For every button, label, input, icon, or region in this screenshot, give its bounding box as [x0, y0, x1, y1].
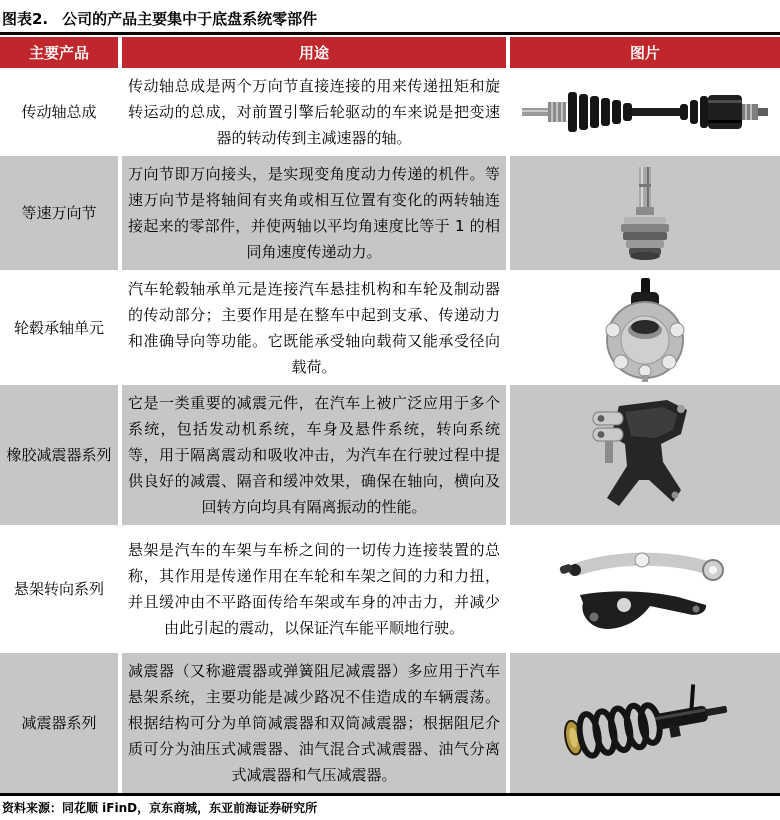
usage-description-cell: 汽车轮毂轴承单元是连接汽车悬挂机构和车轮及制动器的传动部分；主要作用是在整车中起到支承、传递动力和准确导向等功能。它既能承受轴向载荷又能承受径向载荷。: [122, 270, 506, 385]
table-row: [0, 68, 780, 156]
table-row: [0, 525, 780, 653]
header-cell-usage: 用途: [122, 37, 506, 68]
product-image-cell: [510, 270, 780, 385]
product-name-cell: 悬架转向系列: [0, 525, 118, 653]
table-header-row: [0, 37, 780, 68]
cv-joint-photo: [605, 164, 685, 262]
product-image-cell: [510, 653, 780, 793]
usage-description-cell: 它是一类重要的减震元件，在汽车上被广泛应用于多个系统，包括发动机系统，车身及悬件系统，转向系统等，用于隔离震动和吸收冲击，为汽车在行驶过程中提供良好的减震、隔音和缓冲效果，确保在轴向，横向及回转方向均具有隔离振动的性能。: [122, 385, 506, 525]
wheel-hub-bearing-unit-photo: [585, 274, 705, 382]
table-row: [0, 385, 780, 525]
source-note: 资料来源：同花顺 iFinD，京东商城，东亚前海证券研究所: [2, 801, 318, 815]
product-image-cell: [510, 525, 780, 653]
shock-absorber-photo: [550, 675, 740, 771]
products-table: [0, 37, 780, 793]
product-name-cell: 橡胶减震器系列: [0, 385, 118, 525]
drive-shaft-assembly-photo: [520, 82, 770, 142]
product-image-cell: [510, 385, 780, 525]
product-name-cell: 等速万向节: [0, 156, 118, 270]
figure-title-text: 公司的产品主要集中于底盘系统零部件: [62, 10, 318, 28]
product-image-cell: [510, 156, 780, 270]
figure-title: [0, 0, 780, 32]
header-cell-product: 主要产品: [0, 37, 118, 68]
table-row: [0, 653, 780, 793]
product-name-cell: 轮毂承轴单元: [0, 270, 118, 385]
product-image-cell: [510, 68, 780, 156]
usage-description-cell: 减震器（又称避震器或弹簧阻尼减震器）多应用于汽车悬架系统，主要功能是减少路况不佳造成的车辆震荡。根据结构可分为单筒减震器和双筒减震器；根据阻尼介质可分为油压式减震器、油气混合式减震器、油气分离式减震器和气压减震器。: [122, 653, 506, 793]
usage-description-cell: 悬架是汽车的车架与车桥之间的一切传力连接装置的总称，其作用是传递作用在车轮和车架之间的力和力扭，并且缓冲由不平路面传给车架或车身的冲击力，并减少由此引起的震动，以保证汽车能平顺地行驶。: [122, 525, 506, 653]
table-row: [0, 156, 780, 270]
product-name-cell: 减震器系列: [0, 653, 118, 793]
rubber-damper-engine-mount-photo: [585, 394, 705, 516]
control-arm-photo: [550, 543, 740, 635]
table-row: [0, 270, 780, 385]
usage-description-cell: 传动轴总成是两个万向节直接连接的用来传递扭矩和旋转运动的总成，对前置引擎后轮驱动的车来说是把变速器的转动传到主减速器的轴。: [122, 68, 506, 156]
usage-description-cell: 万向节即万向接头，是实现变角度动力传递的机件。等速万向节是将轴间有夹角或相互位置有变化的两转轴连接起来的零部件，并使两轴以平均角速度比等于 1 的相同角速度传递动力。: [122, 156, 506, 270]
figure-label: 图表2.: [2, 10, 49, 28]
product-name-cell: 传动轴总成: [0, 68, 118, 156]
header-cell-image: 图片: [510, 37, 780, 68]
